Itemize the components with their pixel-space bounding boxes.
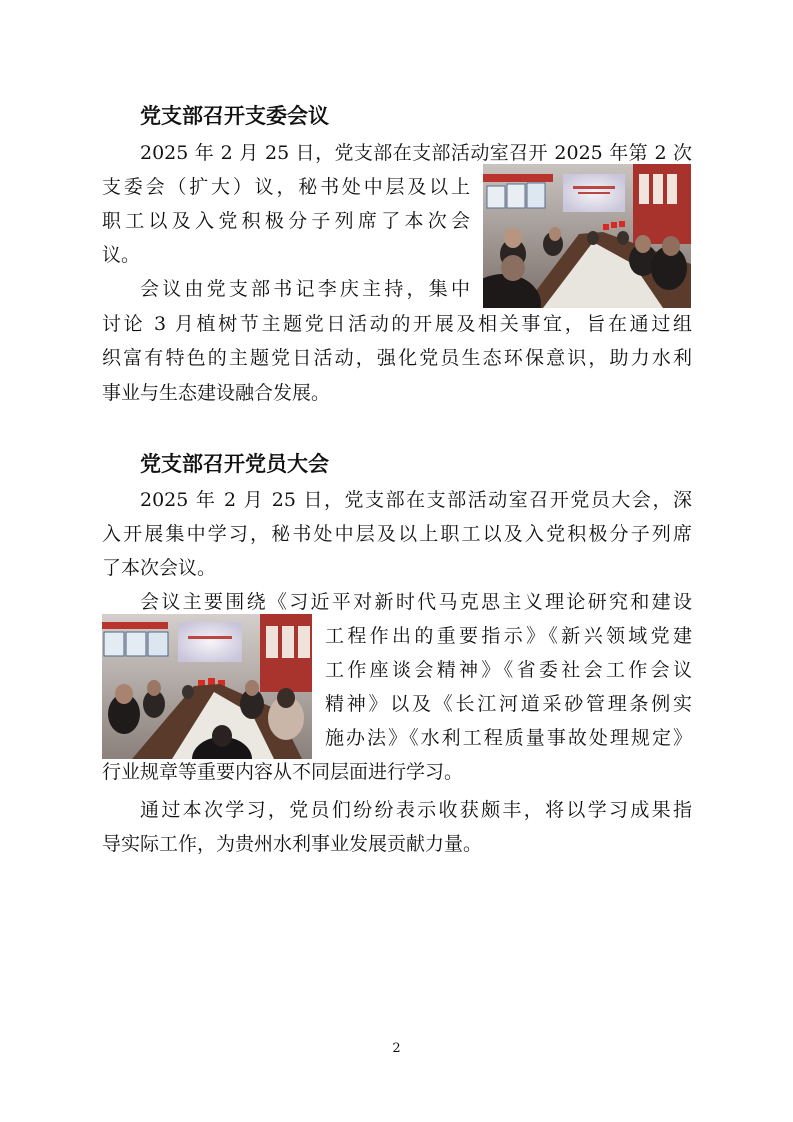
section1-line: 事业与生态建设融合发展。 xyxy=(102,382,331,404)
page-number: 2 xyxy=(392,1041,401,1056)
section2-line: 精神》以及《长江河道采砂管理条例实 xyxy=(325,693,692,715)
section2-line: 施办法》《水利工程质量事故处理规定》 xyxy=(325,727,692,749)
section2-line: 会议主要围绕《习近平对新时代马克思主义理论研究和建设 xyxy=(140,591,692,613)
section2-line: 了本次会议。 xyxy=(102,557,217,579)
section2-line: 工作座谈会精神》《省委社会工作会议 xyxy=(325,659,692,681)
section1-line: 会议由党支部书记李庆主持，集中 xyxy=(140,278,470,300)
meeting-photo-2-image xyxy=(102,614,312,759)
section1-line: 职工以及入党积极分子列席了本次会 xyxy=(102,210,470,232)
meeting-photo-1 xyxy=(483,164,691,308)
section1-title: 党支部召开支委会议 xyxy=(140,103,329,128)
section2-line: 工程作出的重要指示》《新兴领域党建 xyxy=(325,625,692,647)
section1-line: 2025 年 2 月 25 日，党支部在支部活动室召开 2025 年第 2 次 xyxy=(140,142,692,164)
meeting-photo-2 xyxy=(102,614,312,759)
section1-line: 支委会（扩大）议，秘书处中层及以上 xyxy=(102,176,470,198)
section1-line: 织富有特色的主题党日活动，强化党员生态环保意识，助力水利 xyxy=(102,347,692,369)
section2-line: 入开展集中学习，秘书处中层及以上职工以及入党积极分子列席 xyxy=(102,523,692,545)
section2-line: 导实际工作，为贵州水利事业发展贡献力量。 xyxy=(102,833,483,855)
meeting-photo-1-image xyxy=(483,164,691,308)
section2-line: 行业规章等重要内容从不同层面进行学习。 xyxy=(102,761,464,783)
section2-line: 通过本次学习，党员们纷纷表示收获颇丰，将以学习成果指 xyxy=(140,799,692,821)
section1-line: 讨论 3 月植树节主题党日活动的开展及相关事宜，旨在通过组 xyxy=(102,313,692,335)
section2-line: 2025 年 2 月 25 日，党支部在支部活动室召开党员大会，深 xyxy=(140,489,692,511)
section2-title: 党支部召开党员大会 xyxy=(140,451,329,476)
section1-line: 议。 xyxy=(102,244,141,266)
